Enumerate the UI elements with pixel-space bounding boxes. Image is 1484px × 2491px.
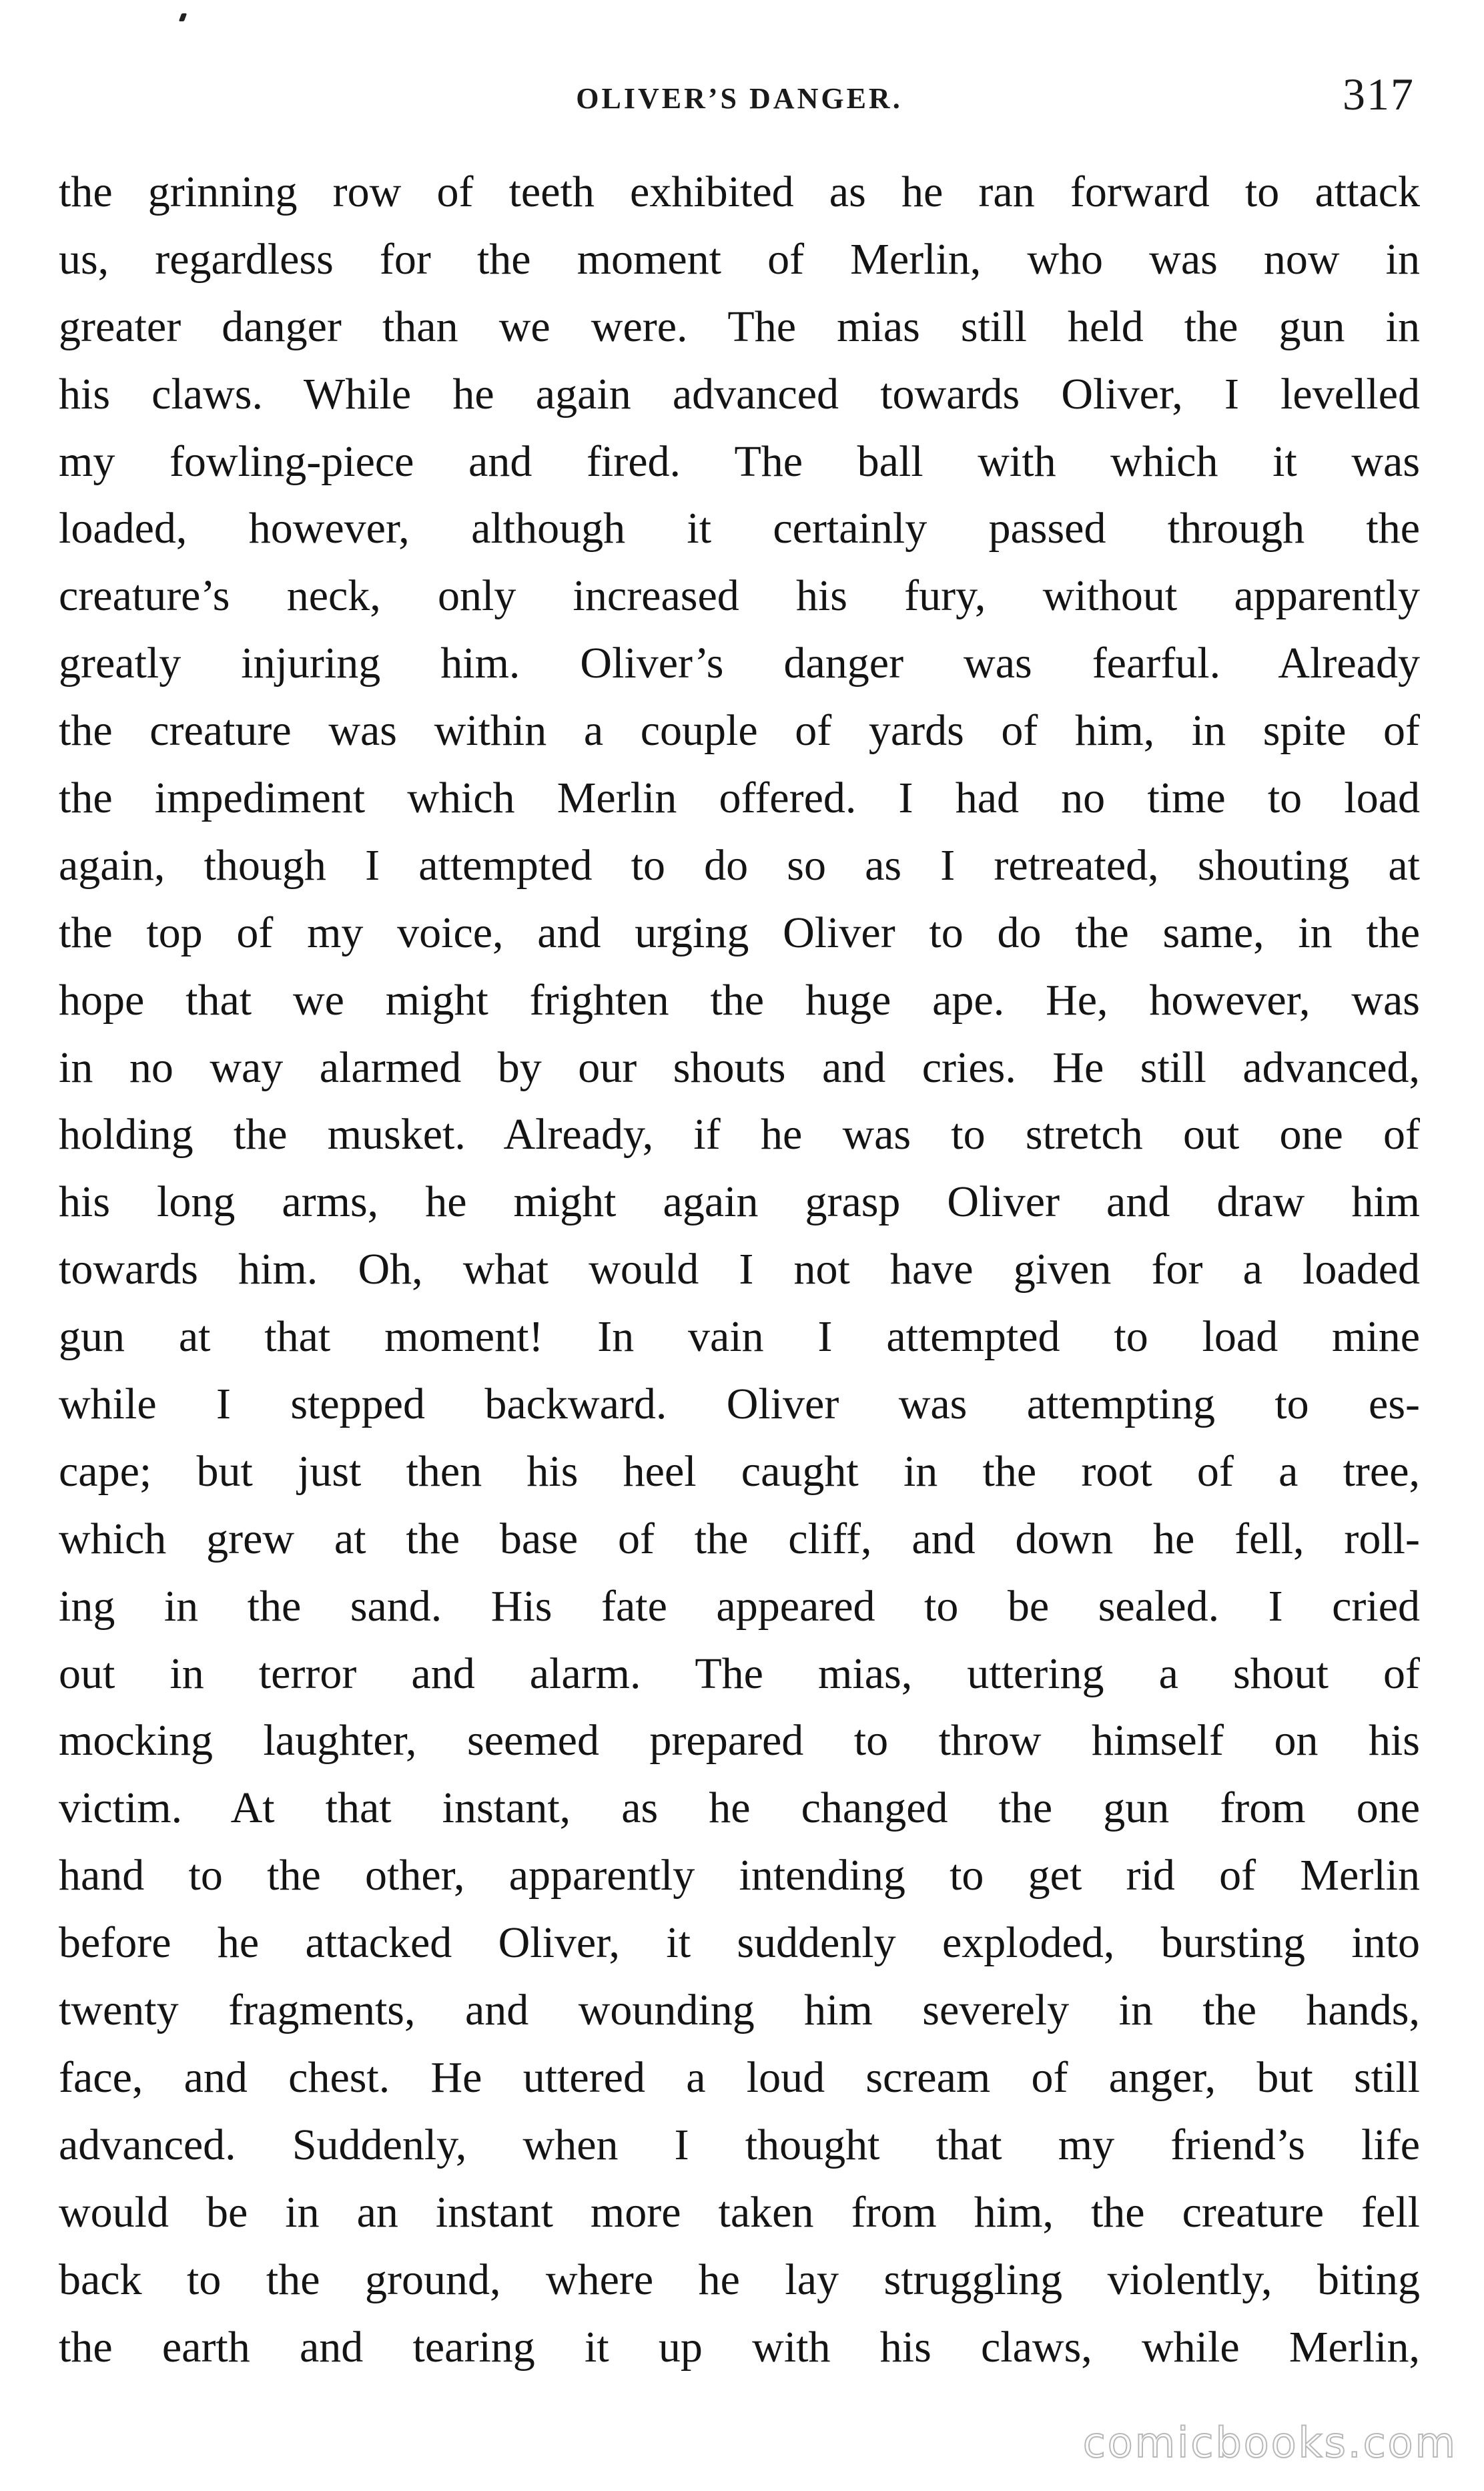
text-line: which grew at the base of the cliff, and down he fell, roll- [59, 1514, 1420, 1563]
text-line: back to the ground, where he lay struggling violently, biting [59, 2255, 1420, 2304]
ink-speck [179, 13, 187, 21]
text-line: my fowling-piece and fired. The ball with which it was [59, 437, 1420, 486]
text-line: the impediment which Merlin offered. I had no time to load [59, 774, 1420, 823]
text-line: gun at that moment! In vain I attempted to load mine [59, 1312, 1420, 1362]
text-line: the top of my voice, and urging Oliver to do the same, in the [59, 908, 1420, 957]
text-line: hand to the other, apparently intending to get rid of Merlin [59, 1851, 1420, 1900]
text-line: advanced. Suddenly, when I thought that my friend’s life [59, 2120, 1420, 2169]
text-line: out in terror and alarm. The mias, uttering a shout of [59, 1649, 1420, 1698]
text-line: loaded, however, although it certainly passed through the [59, 504, 1420, 553]
text-line: the grinning row of teeth exhibited as he ran forward to attack [59, 168, 1420, 216]
watermark: comicbooks.com [1082, 2418, 1457, 2467]
running-title: OLIVER’S DANGER. [576, 82, 903, 115]
text-line: his long arms, he might again grasp Oliver and draw him [59, 1177, 1420, 1227]
text-line: while I stepped backward. Oliver was attempting to es- [59, 1380, 1420, 1429]
page-number: 317 [1343, 69, 1415, 119]
text-line: victim. At that instant, as he changed the gun from one [59, 1783, 1420, 1833]
text-line: before he attacked Oliver, it suddenly exploded, bursting into [59, 1918, 1420, 1968]
text-line: creature’s neck, only increased his fury, without apparently [59, 571, 1420, 621]
body-text [59, 159, 1420, 2381]
text-line: mocking laughter, seemed prepared to throw himself on his [59, 1716, 1420, 1765]
text-line: face, and chest. He uttered a loud scream of anger, but still [59, 2052, 1420, 2102]
text-line: the creature was within a couple of yards of him, in spite of [59, 706, 1420, 756]
text-line: cape; but just then his heel caught in the root of a tree, [59, 1446, 1420, 1496]
text-line: the earth and tearing it up with his claws, while Merlin, [59, 2322, 1420, 2372]
text-line: again, though I attempted to do so as I retreated, shouting at [59, 840, 1420, 890]
text-line: greatly injuring him. Oliver’s danger was fearful. Already [59, 639, 1420, 688]
text-line: would be in an instant more taken from him, the creature fell [59, 2187, 1420, 2237]
running-header [59, 67, 1420, 127]
text-line: ing in the sand. His fate appeared to be sealed. I cried [59, 1581, 1420, 1631]
text-line: towards him. Oh, what would I not have given for a loaded [59, 1245, 1420, 1294]
text-line: in no way alarmed by our shouts and cries. He still advanced, [59, 1043, 1420, 1092]
text-line: his claws. While he again advanced towards Oliver, I levelled [59, 369, 1420, 419]
text-line: holding the musket. Already, if he was to stretch out one of [59, 1110, 1420, 1159]
text-line: us, regardless for the moment of Merlin, who was now in [59, 234, 1420, 284]
text-line: twenty fragments, and wounding him severely in the hands, [59, 1986, 1420, 2035]
text-line: greater danger than we were. The mias still held the gun in [59, 302, 1420, 351]
text-line: hope that we might frighten the huge ape. He, however, was [59, 975, 1420, 1025]
